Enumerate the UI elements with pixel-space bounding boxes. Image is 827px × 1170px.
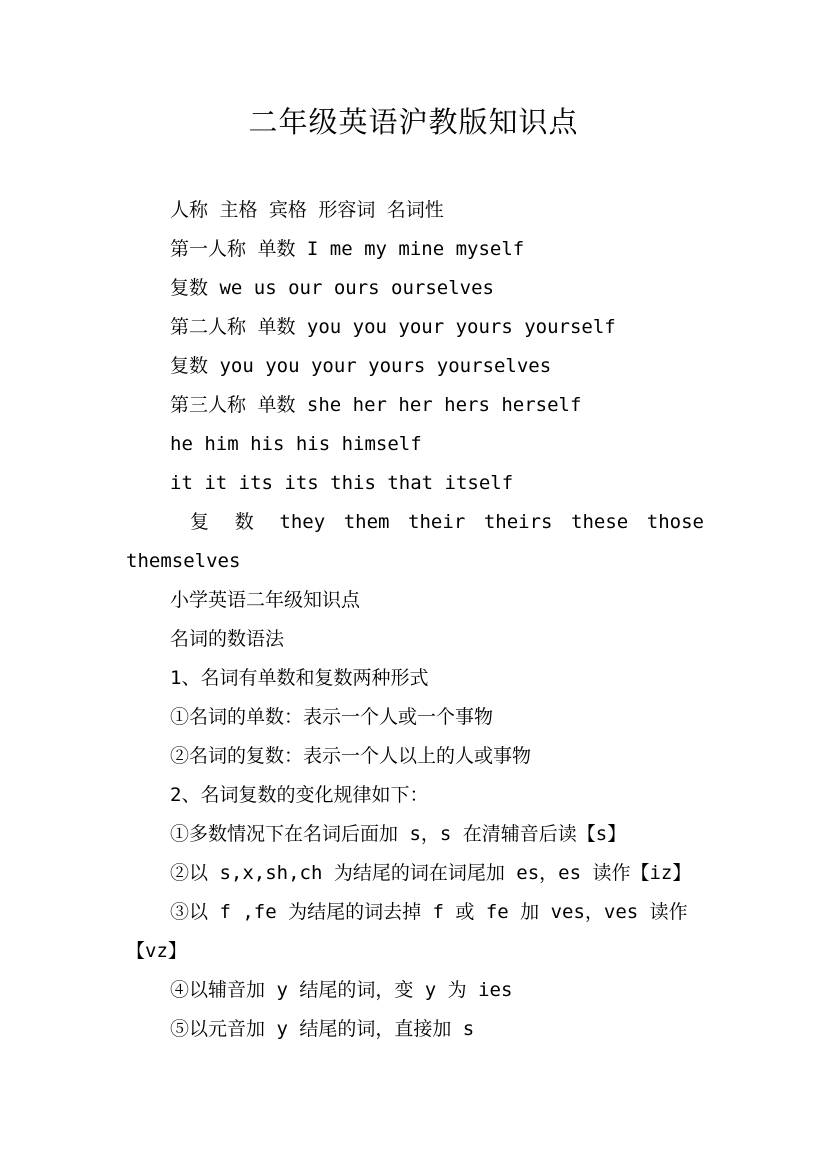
text-line: 小学英语二年级知识点: [170, 589, 361, 611]
text-line: ②以 s,x,sh,ch 为结尾的词在词尾加 es，es 读作【iz】: [170, 862, 692, 884]
text-line: ③以 f ,fe 为结尾的词去掉 f 或 fe 加 ves，ves 读作: [170, 901, 688, 923]
text-line: ②名词的复数：表示一个人以上的人或事物: [170, 745, 532, 767]
text-line: ⑤以元音加 y 结尾的词，直接加 s: [170, 1018, 475, 1040]
text-line: 【vz】: [126, 940, 187, 962]
text-line: ①多数情况下在名词后面加 s，s 在清辅音后读【s】: [170, 823, 627, 845]
text-line: 复数 we us our ours ourselves: [170, 277, 494, 299]
text-line: 1、名词有单数和复数两种形式: [170, 667, 429, 689]
text-line: 名词的数语法: [170, 628, 285, 650]
text-line: 2、名词复数的变化规律如下：: [170, 784, 429, 806]
text-line: he him his his himself: [170, 433, 422, 455]
text-line: ④以辅音加 y 结尾的词，变 y 为 ies: [170, 979, 513, 1001]
text-line: 第二人称 单数 you you your yours yourself: [170, 316, 616, 338]
text-line: ①名词的单数：表示一个人或一个事物: [170, 706, 494, 728]
text-line: themselves: [126, 550, 241, 572]
text-line: it it its its this that itself: [170, 472, 514, 494]
text-line: 复数 you you your yours yourselves: [170, 355, 552, 377]
document-title: 二年级英语沪教版知识点: [248, 105, 579, 139]
document-body: [126, 191, 704, 1049]
text-line: 第一人称 单数 I me my mine myself: [170, 238, 525, 260]
text-line: 复 数 they them their theirs these those: [190, 511, 704, 533]
text-line: 第三人称 单数 she her her hers herself: [170, 394, 582, 416]
text-line: 人称 主格 宾格 形容词 名词性: [170, 199, 444, 221]
